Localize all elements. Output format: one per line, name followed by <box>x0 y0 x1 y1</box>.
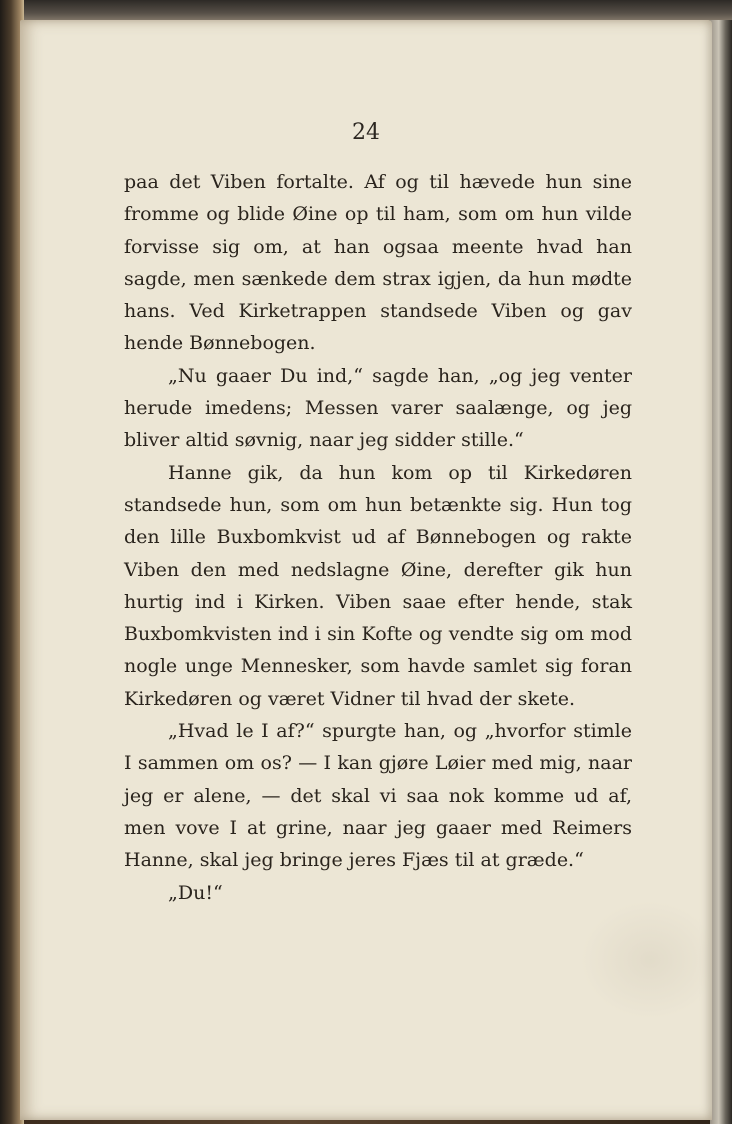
paragraph: „Du!“ <box>168 881 223 904</box>
paragraph: paa det Viben fortalte. Af og til hævede hun sine fromme og blide Øine op til ham, som om hun vilde forvisse sig om, at han ogsaa meente hvad han sagde, men sænkede dem strax igjen, da hun mødte hans. Ved Kirketrappen standsede Viben og gav hende Bønnebogen. <box>124 171 632 355</box>
show-through-shadow <box>580 900 720 1020</box>
paragraph: Hanne gik, da hun kom op til Kirkedøren standsede hun, som om hun betænkte sig. Hun tog den lille Buxbomkvist ud af Bønnebogen og rakte Viben den med nedslagne Øine, derefter gik hun hurtig ind i Kirken. Viben saae efter hende, stak Buxbomkvisten ind i sin Kofte og vendte sig om mod nogle unge Mennesker, som havde samlet sig foran Kirkedøren og været Vidner til hvad der skete. <box>124 461 632 710</box>
book-page <box>20 20 712 1120</box>
page-number: 24 <box>352 120 380 145</box>
paragraph: „Hvad le I af?“ spurgte han, og „hvorfor stimle I sammen om os? — I kan gjøre Løier med mig, naar jeg er alene, — det skal vi saa nok komme ud af, men vove I at grine, naar jeg gaaer med Reimers Hanne, skal jeg bringe jeres Fjæs til at græde.“ <box>124 720 632 872</box>
book-top-edge <box>0 0 732 22</box>
page-body-text <box>124 166 632 909</box>
paragraph: „Nu gaaer Du ind,“ sagde han, „og jeg venter herude imedens; Messen varer saalænge, og jeg bliver altid søvnig, naar jeg sidder stille.“ <box>124 364 632 452</box>
